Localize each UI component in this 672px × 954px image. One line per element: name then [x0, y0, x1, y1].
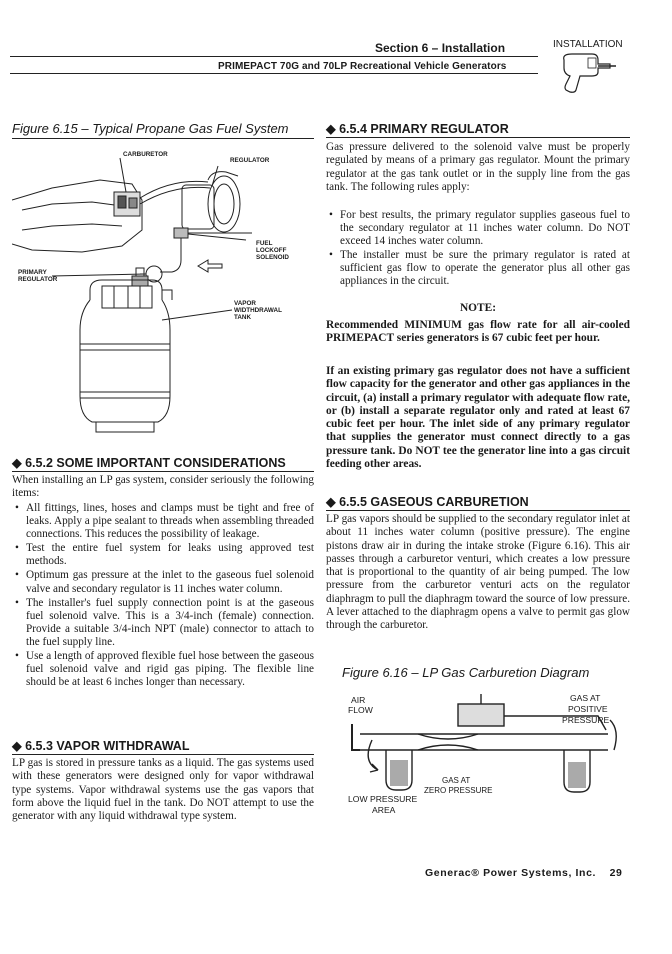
vapor-tank-label-3: TANK [234, 314, 252, 321]
air-flow-label-1: AIR [351, 695, 366, 705]
vapor-tank-label-2: WIDTHDRAWAL [234, 307, 282, 314]
section-6-5-2-heading: ◆ 6.5.2 SOME IMPORTANT CONSIDERATIONS [12, 455, 314, 472]
fuel-lockoff-label-1: FUEL [256, 240, 273, 247]
section-title: Section 6 – Installation [375, 41, 506, 55]
gas-zero-label-1: GAS AT [442, 776, 471, 785]
caption-rule [12, 138, 314, 139]
section-6-5-5-text: LP gas vapors should be supplied to the secondary regulator inlet at about 11 inches water column (positive pressure). The engine pistons draw air in during the intake stroke (Figure 6.16). This air passes through a carburetor venturi, which creates a low pressure that is proportional to the quantity of air being pumped. The low pressure from the carburetor venturi acts on the regulator diaphragm to pull the diaphragm toward the source of low pressure. A lever attached to the diaphragm opens a valve to permit gas glow through the carburetor. [326, 513, 630, 632]
considerations-list [12, 502, 314, 690]
gas-positive-label-1: GAS AT [570, 693, 601, 703]
section-6-5-3-heading: ◆ 6.5.3 VAPOR WITHDRAWAL [12, 738, 314, 755]
note-min-flow: Recommended MINIMUM gas flow rate for all air-cooled PRIMEPACT series generators is 67 cubic feet per hour. [326, 319, 630, 345]
header-rule [10, 56, 538, 57]
regulator-label: REGULATOR [230, 157, 270, 164]
document-subtitle: PRIMEPACT 70G and 70LP Recreational Vehicle Generators [218, 61, 507, 72]
list-item: • All fittings, lines, hoses and clamps must be tight and free of leaks. Apply a pipe sealant to threads when assembling threaded connections. This reduces the possibility of leakage. [26, 502, 314, 541]
note-existing-regulator: If an existing primary gas regulator does not have a sufficient flow capacity for the generator and other gas appliances in the circuit, (a) install a primary regulator with adequate flow rate, or (b) install a separate regulator only and rated at least 67 cubic feet per hour. The inlet side of any primary regulator that supplies the generator must connect directly to a gas pressure tank. Do NOT tee the generator line into a gas circuit feeding other areas. [326, 365, 630, 471]
primary-regulator-label-2: REGULATOR [18, 276, 58, 283]
primary-regulator-rules [326, 209, 630, 290]
section-6-5-2-intro: When installing an LP gas system, consider seriously the following items: [12, 474, 314, 500]
fuel-lockoff-label-2: LOCKOFF [256, 247, 287, 254]
lp-carburetion-diagram [338, 690, 630, 820]
gas-positive-label-2: POSITIVE [568, 704, 608, 714]
page-footer [425, 867, 622, 879]
list-item: • Test the entire fuel system for leaks using approved test methods. [26, 542, 314, 568]
list-item: • The installer must be sure the primary regulator is rated at sufficient gas flow to operate the generator plus all other gas appliances in the circuit. [340, 249, 630, 288]
list-item: • The installer's fuel supply connection point is at the gaseous fuel solenoid valve. This is a 3/4-inch (female) connection. Provide a suitable 3/4-inch NPT (male) connector to attach to the fuel supply line. [26, 597, 314, 649]
air-flow-label-2: FLOW [348, 705, 373, 715]
vapor-tank-label-1: VAPOR [234, 300, 256, 307]
low-pressure-label-2: AREA [372, 805, 396, 815]
list-item: • For best results, the primary regulator supplies gaseous fuel to the secondary regulator at 11 inches water column. Do NOT exceed 14 inches water column. [340, 209, 630, 248]
page-number: 29 [609, 867, 623, 879]
section-6-5-3-text: LP gas is stored in pressure tanks as a liquid. The gas systems used with these generators were designed only for vapor withdrawal type systems. Vapor withdrawal systems use the gas vapors that form above the liquid fuel in the tank. Do NOT attempt to use the generator with any liquid withdrawal type system. [12, 757, 314, 823]
header-rule-lower [10, 73, 538, 74]
section-6-5-5-heading: ◆ 6.5.5 GASEOUS CARBURETION [326, 494, 630, 511]
note-title: NOTE: [459, 302, 497, 314]
section-6-5-4-text: Gas pressure delivered to the solenoid valve must be properly regulated by means of a primary gas regulator. Mount the primary regulator at the gas tank outlet or in the supply line from the gas tank. The following rules apply: [326, 141, 630, 193]
list-item: • Optimum gas pressure at the inlet to the gaseous fuel solenoid valve and secondary regulator is 11 inches water column. [26, 569, 314, 595]
gas-zero-label-2: ZERO PRESSURE [424, 786, 493, 795]
installation-tag: INSTALLATION [553, 39, 623, 50]
company-name: Generac® Power Systems, Inc. [425, 867, 597, 879]
drill-icon [558, 52, 618, 99]
primary-regulator-label-1: PRIMARY [18, 269, 47, 276]
low-pressure-label-1: LOW PRESSURE [348, 794, 418, 804]
propane-fuel-system-diagram [12, 140, 312, 440]
list-item: • Use a length of approved flexible fuel hose between the gaseous fuel solenoid valve and rigid gas piping. The flexible line should be at least 6 inches longer than necessary. [26, 650, 314, 689]
fuel-lockoff-label-3: SOLENOID [256, 254, 289, 261]
gas-positive-label-3: PRESSURE [562, 715, 610, 725]
figure-6-16-caption: Figure 6.16 – LP Gas Carburetion Diagram [342, 665, 590, 680]
section-6-5-4-heading: ◆ 6.5.4 PRIMARY REGULATOR [326, 121, 630, 138]
figure-6-15-caption: Figure 6.15 – Typical Propane Gas Fuel System [12, 121, 289, 136]
carburetor-label: CARBURETOR [123, 151, 168, 158]
